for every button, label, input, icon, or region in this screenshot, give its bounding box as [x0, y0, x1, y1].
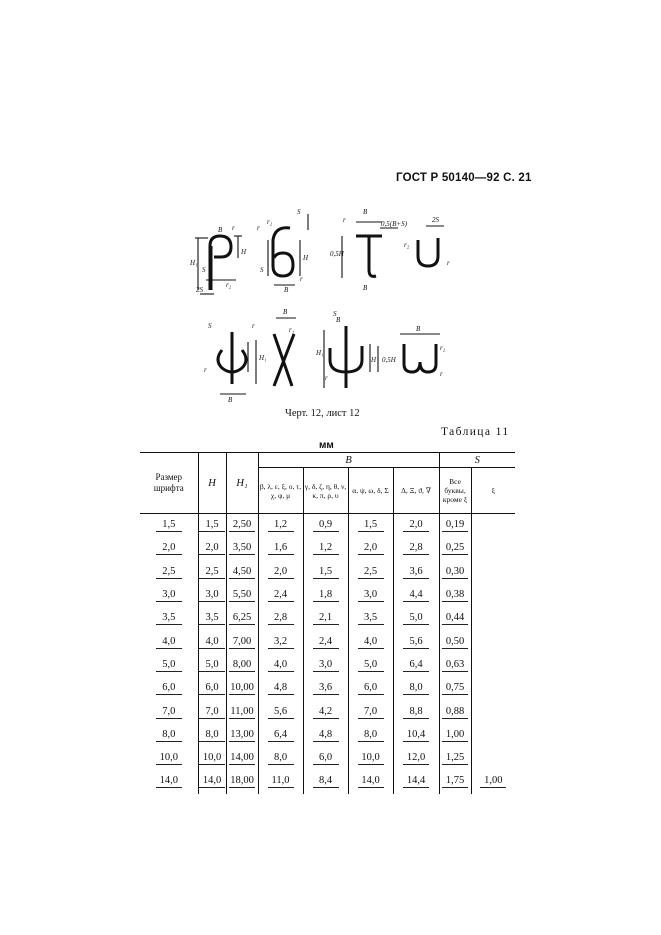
letter-t-drawing [330, 208, 408, 292]
cell-value-H: 5,0 [199, 659, 225, 672]
header-h: H [198, 453, 226, 514]
cell-value-b1: 8,0 [268, 752, 294, 765]
cell-value-b1: 1,6 [268, 542, 294, 555]
cell-b2 [303, 747, 348, 770]
cell-s1 [439, 747, 471, 770]
cell-value-H1: 11,00 [230, 705, 254, 717]
table-row [140, 700, 515, 723]
cell-H [198, 607, 226, 630]
cell-value-b4: 5,0 [403, 612, 429, 625]
header-size: Размер шрифта [140, 453, 198, 514]
cell-s1 [439, 630, 471, 653]
cell-value-b4: 2,0 [403, 519, 429, 532]
cell-value-b2: 4,8 [313, 729, 339, 742]
svg-text:r: r [325, 374, 328, 382]
cell-b4 [393, 677, 439, 700]
cell-value-b2: 2,1 [313, 612, 339, 625]
cell-value-b3: 3,5 [358, 612, 384, 625]
cell-value-s2: 1,00 [480, 775, 506, 788]
cell-s2 [471, 654, 515, 677]
svg-text:S: S [297, 208, 301, 216]
cell-b3 [348, 770, 393, 793]
cell-value-s1: 0,30 [442, 566, 468, 579]
cell-H1 [226, 700, 258, 723]
cell-s2 [471, 770, 515, 793]
cell-value-size: 3,5 [156, 612, 182, 625]
cell-value-b1: 2,8 [268, 612, 294, 625]
cell-H [198, 514, 226, 538]
cell-b2 [303, 677, 348, 700]
cell-b4 [393, 654, 439, 677]
cell-value-b2: 3,6 [313, 682, 339, 695]
cell-value-H: 10,0 [199, 752, 225, 765]
cell-value-size: 2,5 [156, 566, 182, 579]
cell-b1 [258, 700, 303, 723]
svg-text:S: S [202, 266, 206, 274]
cell-value-b4: 8,8 [403, 706, 429, 719]
cell-s2 [471, 630, 515, 653]
cell-b3 [348, 700, 393, 723]
cell-value-b2: 2,4 [313, 636, 339, 649]
cell-value-size: 7,0 [156, 706, 182, 719]
cell-value-b3: 10,0 [358, 752, 384, 765]
cell-value-b3: 14,0 [358, 775, 384, 788]
svg-text:H: H [371, 356, 377, 364]
cell-b2 [303, 537, 348, 560]
cell-value-b1: 6,4 [268, 729, 294, 742]
cell-H1 [226, 561, 258, 584]
page-header: ГОСТ Р 50140—92 С. 21 [396, 172, 532, 184]
cell-value-b4: 10,4 [403, 729, 429, 742]
cell-value-size: 4,0 [156, 636, 182, 649]
cell-value-b3: 8,0 [358, 729, 384, 742]
letter-sheet-drawing [0, 0, 661, 410]
svg-text:B: B [336, 316, 341, 324]
svg-text:r: r [252, 322, 255, 330]
cell-b4 [393, 607, 439, 630]
cell-H [198, 770, 226, 793]
cell-H [198, 630, 226, 653]
cell-value-H1: 3,50 [229, 542, 255, 555]
cell-value-b4: 8,0 [403, 682, 429, 695]
letter-omega-drawing [400, 325, 446, 378]
cell-b4 [393, 700, 439, 723]
cell-value-H1: 18,00 [230, 775, 254, 787]
cell-value-b2: 1,8 [313, 589, 339, 602]
cell-value-b4: 14,4 [403, 775, 429, 788]
cell-s2 [471, 677, 515, 700]
cell-s1 [439, 514, 471, 538]
cell-value-s1: 0,75 [442, 682, 468, 695]
dimensions-table [140, 452, 515, 794]
cell-value-H1: 14,00 [230, 752, 254, 764]
cell-value-H1: 4,50 [229, 566, 255, 579]
cell-b2 [303, 700, 348, 723]
header-b-group1: β, λ, ε, ξ, o, τ, χ, φ, μ [258, 468, 303, 514]
table-row [140, 747, 515, 770]
cell-value-b1: 5,6 [268, 706, 294, 719]
svg-text:B: B [416, 325, 421, 333]
table-row [140, 584, 515, 607]
cell-value-b4: 6,4 [403, 659, 429, 672]
table-row [140, 724, 515, 747]
header-b-group2: γ, δ, ζ, η, θ, ν, κ, π, ρ, υ [303, 468, 348, 514]
cell-value-b2: 4,2 [313, 706, 339, 719]
cell-value-H: 1,5 [199, 519, 225, 532]
cell-b1 [258, 561, 303, 584]
cell-s1 [439, 607, 471, 630]
svg-text:r: r [447, 259, 450, 267]
svg-text:r₁: r₁ [289, 326, 295, 334]
svg-text:B: B [363, 208, 368, 216]
cell-H [198, 561, 226, 584]
cell-value-s1: 1,25 [442, 752, 468, 765]
cell-value-b2: 6,0 [313, 752, 339, 765]
cell-value-s1: 1,00 [442, 729, 468, 742]
cell-size [140, 537, 198, 560]
cell-H1 [226, 537, 258, 560]
letter-r-drawing [189, 224, 247, 294]
cell-b1 [258, 724, 303, 747]
svg-text:B: B [218, 226, 223, 234]
cell-H1 [226, 724, 258, 747]
svg-text:0,5(B+S): 0,5(B+S) [381, 220, 407, 228]
cell-value-s1: 0,50 [442, 636, 468, 649]
letter-upsilon-drawing [404, 216, 450, 267]
cell-value-b1: 4,8 [268, 682, 294, 695]
cell-b3 [348, 607, 393, 630]
cell-s2 [471, 747, 515, 770]
svg-text:r₂: r₂ [267, 218, 273, 226]
cell-H1 [226, 747, 258, 770]
cell-s2 [471, 607, 515, 630]
cell-value-H: 2,0 [199, 542, 225, 555]
cell-value-H1: 5,50 [229, 589, 255, 602]
cell-b1 [258, 537, 303, 560]
header-s-group2: ξ [471, 468, 515, 514]
cell-b2 [303, 584, 348, 607]
cell-value-b1: 11,0 [268, 775, 294, 788]
table-row [140, 537, 515, 560]
cell-b4 [393, 537, 439, 560]
table-row [140, 677, 515, 700]
cell-b1 [258, 584, 303, 607]
svg-text:B: B [363, 284, 368, 292]
cell-H [198, 537, 226, 560]
cell-b2 [303, 654, 348, 677]
cell-value-H: 14,0 [199, 775, 225, 788]
cell-b2 [303, 607, 348, 630]
cell-b1 [258, 747, 303, 770]
cell-value-H1: 6,25 [229, 612, 255, 625]
svg-text:r₂: r₂ [226, 281, 232, 289]
letter-phi-drawing [204, 322, 267, 404]
cell-value-size: 2,0 [156, 542, 182, 555]
cell-value-b2: 0,9 [313, 519, 339, 532]
header-b: B [258, 453, 439, 468]
cell-value-H1: 2,50 [229, 519, 255, 532]
cell-b1 [258, 630, 303, 653]
svg-text:r₂: r₂ [440, 344, 446, 352]
cell-value-b2: 1,2 [313, 542, 339, 555]
svg-text:r: r [257, 224, 260, 232]
cell-size [140, 630, 198, 653]
cell-b2 [303, 561, 348, 584]
cell-b3 [348, 654, 393, 677]
cell-size [140, 514, 198, 538]
table-row [140, 561, 515, 584]
cell-value-b3: 5,0 [358, 659, 384, 672]
cell-b4 [393, 561, 439, 584]
svg-text:H₁: H₁ [190, 259, 198, 267]
svg-text:B: B [228, 396, 233, 404]
svg-text:S: S [208, 322, 212, 330]
svg-text:0,5H: 0,5H [330, 250, 344, 258]
cell-value-s1: 0,44 [442, 612, 468, 625]
cell-size [140, 770, 198, 793]
header-b-group4: Δ, Ξ, ϑ, ∇ [393, 468, 439, 514]
cell-value-s1: 0,88 [442, 706, 468, 719]
svg-text:2S: 2S [432, 216, 439, 224]
cell-value-b1: 2,0 [268, 566, 294, 579]
table-row [140, 630, 515, 653]
cell-value-b3: 4,0 [358, 636, 384, 649]
figure-caption: Черт. 12, лист 12 [285, 408, 360, 419]
cell-value-b1: 1,2 [268, 519, 294, 532]
cell-H1 [226, 677, 258, 700]
cell-H [198, 654, 226, 677]
cell-size [140, 584, 198, 607]
cell-b2 [303, 514, 348, 538]
cell-size [140, 607, 198, 630]
cell-H1 [226, 654, 258, 677]
cell-value-b4: 2,8 [403, 542, 429, 555]
cell-value-s1: 0,38 [442, 589, 468, 602]
cell-value-H: 8,0 [199, 729, 225, 742]
header-b-group3: α, ψ, ω, δ, Σ [348, 468, 393, 514]
cell-H [198, 724, 226, 747]
table-row [140, 514, 515, 538]
cell-b3 [348, 747, 393, 770]
svg-text:r: r [204, 366, 207, 374]
header-s-group1: Все буквы, кроме ξ [439, 468, 471, 514]
cell-value-size: 14,0 [156, 775, 182, 788]
svg-text:S: S [333, 310, 337, 318]
cell-b4 [393, 747, 439, 770]
table-row [140, 770, 515, 793]
cell-value-size: 1,5 [156, 519, 182, 532]
svg-text:H₁: H₁ [316, 349, 324, 357]
cell-value-H1: 13,00 [230, 728, 254, 740]
cell-b1 [258, 677, 303, 700]
table-title: Таблица 11 [441, 426, 510, 438]
svg-text:H: H [303, 254, 309, 262]
cell-b3 [348, 537, 393, 560]
cell-s1 [439, 770, 471, 793]
svg-text:B: B [284, 286, 289, 294]
cell-b4 [393, 514, 439, 538]
cell-value-b2: 8,4 [313, 775, 339, 788]
header-s: S [439, 453, 515, 468]
cell-size [140, 724, 198, 747]
cell-b3 [348, 677, 393, 700]
table-row [140, 654, 515, 677]
cell-value-s1: 0,19 [442, 519, 468, 532]
cell-value-H1: 10,00 [230, 682, 254, 694]
cell-s2 [471, 514, 515, 538]
cell-b2 [303, 630, 348, 653]
cell-b3 [348, 561, 393, 584]
cell-s1 [439, 537, 471, 560]
svg-text:r₂: r₂ [404, 241, 410, 249]
cell-s2 [471, 561, 515, 584]
cell-value-H: 2,5 [199, 566, 225, 579]
cell-b1 [258, 607, 303, 630]
cell-value-b3: 2,0 [358, 542, 384, 555]
cell-size [140, 700, 198, 723]
cell-H [198, 747, 226, 770]
cell-value-b4: 5,6 [403, 636, 429, 649]
cell-H [198, 584, 226, 607]
cell-value-b3: 3,0 [358, 589, 384, 602]
svg-text:r: r [300, 275, 303, 283]
cell-value-H: 6,0 [199, 682, 225, 695]
cell-s1 [439, 584, 471, 607]
cell-H1 [226, 770, 258, 793]
header-h1: H₁ [226, 453, 258, 514]
cell-value-s1: 0,63 [442, 659, 468, 672]
letter-b-drawing [257, 208, 309, 294]
cell-value-H1: 8,00 [229, 659, 255, 672]
svg-text:r: r [440, 370, 443, 378]
cell-value-b1: 4,0 [268, 659, 294, 672]
cell-s1 [439, 700, 471, 723]
cell-value-b1: 2,4 [268, 589, 294, 602]
cell-s1 [439, 561, 471, 584]
svg-text:H: H [241, 248, 247, 256]
cell-s2 [471, 724, 515, 747]
cell-value-b4: 12,0 [403, 752, 429, 765]
cell-value-s1: 1,75 [442, 775, 468, 788]
cell-value-H: 7,0 [199, 706, 225, 719]
table-row [140, 607, 515, 630]
svg-text:2S: 2S [196, 286, 203, 294]
cell-b4 [393, 770, 439, 793]
cell-size [140, 561, 198, 584]
svg-text:r: r [232, 224, 235, 232]
cell-value-size: 3,0 [156, 589, 182, 602]
cell-b3 [348, 630, 393, 653]
cell-value-b2: 1,5 [313, 566, 339, 579]
cell-value-b4: 3,6 [403, 566, 429, 579]
cell-s1 [439, 724, 471, 747]
cell-H1 [226, 630, 258, 653]
cell-b3 [348, 514, 393, 538]
cell-value-size: 10,0 [156, 752, 182, 765]
cell-s1 [439, 654, 471, 677]
cell-b3 [348, 584, 393, 607]
cell-value-s1: 0,25 [442, 542, 468, 555]
cell-value-H: 3,5 [199, 612, 225, 625]
table-units: мм [319, 440, 334, 451]
cell-value-size: 6,0 [156, 682, 182, 695]
cell-value-b4: 4,4 [403, 589, 429, 602]
cell-H1 [226, 584, 258, 607]
letter-chi-drawing [274, 308, 296, 386]
svg-text:r: r [343, 216, 346, 224]
cell-value-size: 8,0 [156, 729, 182, 742]
svg-text:S: S [260, 266, 264, 274]
cell-size [140, 654, 198, 677]
cell-s1 [439, 677, 471, 700]
cell-value-b3: 6,0 [358, 682, 384, 695]
cell-H [198, 677, 226, 700]
cell-s2 [471, 700, 515, 723]
cell-H [198, 700, 226, 723]
cell-H1 [226, 607, 258, 630]
cell-b1 [258, 770, 303, 793]
cell-b3 [348, 724, 393, 747]
cell-value-b3: 1,5 [358, 519, 384, 532]
cell-s2 [471, 584, 515, 607]
svg-text:0,5H: 0,5H [382, 356, 396, 364]
cell-value-b3: 7,0 [358, 706, 384, 719]
cell-value-b3: 2,5 [358, 566, 384, 579]
cell-size [140, 747, 198, 770]
cell-b2 [303, 770, 348, 793]
cell-b1 [258, 654, 303, 677]
cell-b4 [393, 630, 439, 653]
svg-text:B: B [283, 308, 288, 316]
cell-value-H: 3,0 [199, 589, 225, 602]
cell-s2 [471, 537, 515, 560]
cell-b1 [258, 514, 303, 538]
cell-b4 [393, 724, 439, 747]
cell-H1 [226, 514, 258, 538]
cell-value-size: 5,0 [156, 659, 182, 672]
cell-size [140, 677, 198, 700]
cell-value-H: 4,0 [199, 636, 225, 649]
svg-text:H₁: H₁ [259, 354, 267, 362]
letter-psi-drawing [315, 310, 397, 388]
cell-value-b2: 3,0 [313, 659, 339, 672]
cell-b4 [393, 584, 439, 607]
cell-value-b1: 3,2 [268, 636, 294, 649]
cell-value-H1: 7,00 [229, 636, 255, 649]
cell-b2 [303, 724, 348, 747]
